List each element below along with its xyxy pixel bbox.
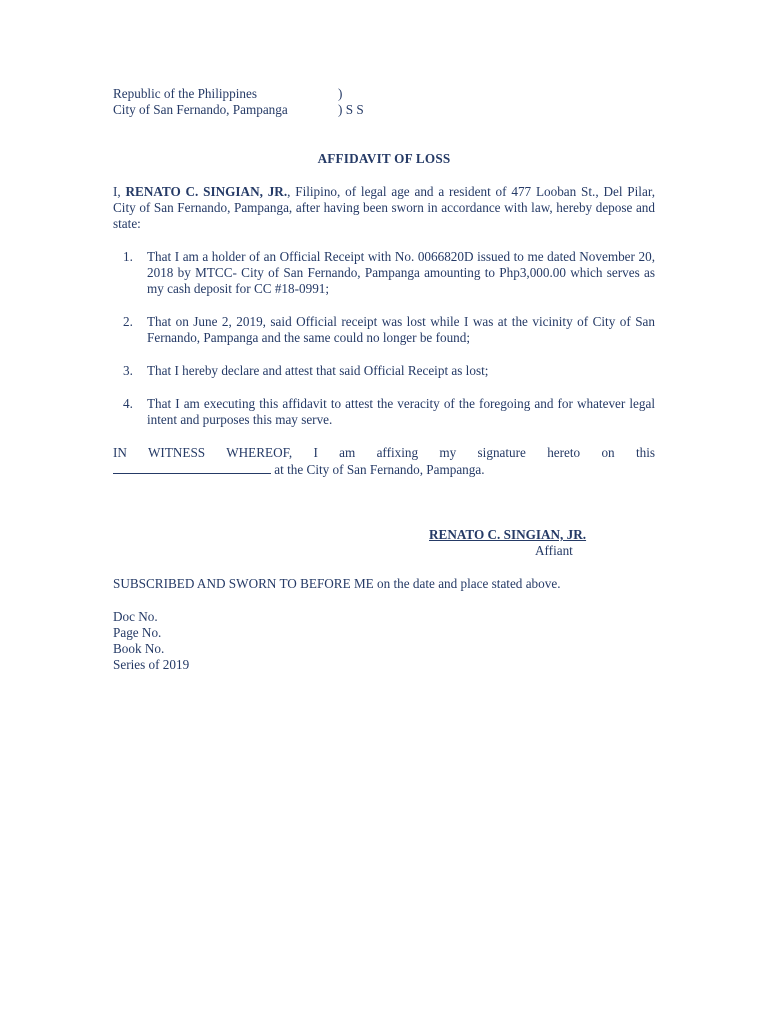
list-item: [113, 396, 655, 428]
witness-paragraph: [113, 445, 655, 461]
affiant-name-inline: RENATO C. SINGIAN, JR.: [125, 184, 288, 199]
affiant-signature-name: RENATO C. SINGIAN, JR.: [429, 527, 587, 542]
intro-prefix: I,: [113, 184, 126, 199]
witness-place: at the City of San Fernando, Pampanga.: [271, 462, 485, 477]
item-text: That I am executing this affidavit to attest the veracity of the foregoing and for whatever legal intent and purposes this may serve.: [147, 396, 655, 427]
item-number: 3.: [123, 363, 133, 378]
list-item: [113, 314, 655, 346]
document-title: AFFIDAVIT OF LOSS: [317, 151, 451, 166]
item-number: 2.: [123, 314, 133, 329]
page-no: Page No.: [113, 625, 162, 640]
witness-line-2: [113, 461, 655, 478]
series: Series of 2019: [113, 657, 190, 672]
intro-text: , Filipino, of legal age and a resident of 477 Looban St., Del Pilar, City of San Fernando, Pampanga, after having been sworn in accordance with law, hereby depose and state:: [113, 184, 655, 231]
caption-row-country: [113, 86, 343, 102]
item-text: That on June 2, 2019, said Official receipt was lost while I was at the vicinity of City of San Fernando, Pampanga and the same could no longer be found;: [147, 314, 655, 345]
item-text: That I am a holder of an Official Receipt with No. 0066820D issued to me dated November 20, 2018 by MTCC- City of San Fernando, Pampanga amounting to Php3,000.00 which serves as my cash deposit for CC #18-0991;: [147, 249, 655, 296]
venue-caption: [113, 86, 364, 118]
jurat-text: SUBSCRIBED AND SWORN TO BEFORE ME on the date and place stated above.: [113, 576, 561, 591]
caption-city: City of San Fernando, Pampanga: [113, 102, 288, 117]
caption-row-city: [113, 102, 364, 118]
item-text: That I hereby declare and attest that said Official Receipt as lost;: [147, 363, 489, 378]
list-item: [113, 249, 655, 297]
caption-country-mark: ): [338, 86, 343, 101]
doc-no: Doc No.: [113, 609, 158, 624]
notarial-register: [113, 609, 189, 673]
intro-paragraph: [113, 184, 655, 232]
caption-country: Republic of the Philippines: [113, 86, 257, 101]
item-number: 1.: [123, 249, 133, 264]
item-number: 4.: [123, 396, 133, 411]
statement-list: [113, 249, 655, 445]
date-blank-line: [113, 461, 271, 474]
witness-text: IN WITNESS WHEREOF, I am affixing my signature hereto on this: [113, 445, 655, 460]
affiant-label: Affiant: [535, 543, 573, 558]
book-no: Book No.: [113, 641, 165, 656]
list-item: [113, 363, 655, 379]
caption-city-mark: ) S S: [338, 102, 364, 117]
